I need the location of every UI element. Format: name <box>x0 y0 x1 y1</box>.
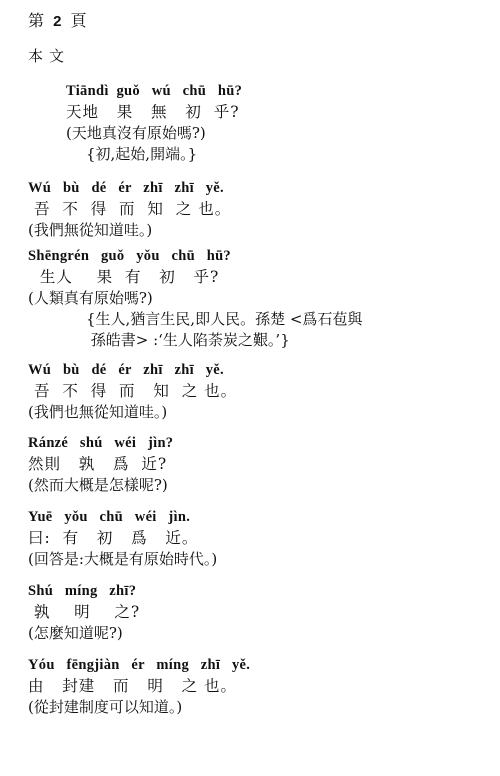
note-line: {初,起始,開端。} <box>86 145 198 163</box>
hanzi-line: 然則 孰 爲 近? <box>28 455 168 473</box>
passage-3 <box>28 246 488 351</box>
note-line: {生人,猶言生民,即人民。孫楚 <爲石苞與 <box>86 310 363 328</box>
page-header-prefix: 第 <box>28 11 47 30</box>
translation-line: (我們無從知道哇。) <box>28 221 153 239</box>
passage-1 <box>66 81 500 165</box>
pinyin-line: Shú míng zhī? <box>28 583 137 599</box>
hanzi-line: 由 封建 而 明 之 也。 <box>28 677 238 695</box>
passage-4 <box>28 360 488 423</box>
hanzi-line: 孰 明 之? <box>28 603 141 621</box>
section-label: 本文 <box>28 47 71 65</box>
passage-8 <box>28 655 488 718</box>
translation-line: (我們也無從知道哇。) <box>28 403 168 421</box>
translation-line: (回答是:大概是有原始時代。) <box>28 550 218 568</box>
passage-7 <box>28 581 488 644</box>
page-header <box>28 8 89 31</box>
hanzi-line: 曰: 有 初 爲 近。 <box>28 529 199 547</box>
pinyin-line: Yuē yǒu chū wéi jìn. <box>28 509 191 525</box>
page-number: 2 <box>53 13 64 30</box>
hanzi-line: 吾 不 得 而 知 之 也。 <box>34 382 238 400</box>
passage-2 <box>28 178 488 241</box>
pinyin-line: Wú bù dé ér zhī zhī yě. <box>28 362 224 378</box>
translation-line: (人類真有原始嗎?) <box>28 289 153 307</box>
translation-line: (天地真沒有原始嗎?) <box>66 124 206 142</box>
note-line: 孫皓書> :‘生人陷荼炭之艱。’} <box>86 331 290 349</box>
hanzi-line: 天地 果 無 初 乎? <box>66 103 240 121</box>
hanzi-line: 吾 不 得 而 知 之 也。 <box>34 200 232 218</box>
translation-line: (怎麼知道呢?) <box>28 624 123 642</box>
passage-5 <box>28 433 488 496</box>
translation-line: (然而大概是怎樣呢?) <box>28 476 168 494</box>
pinyin-line: Shēngrén guǒ yǒu chū hū? <box>28 248 231 264</box>
page-header-suffix: 頁 <box>70 11 89 30</box>
translation-line: (從封建制度可以知道。) <box>28 698 183 716</box>
pinyin-line: Tiāndì guǒ wú chū hū? <box>66 83 243 99</box>
pinyin-line: Ránzé shú wéi jìn? <box>28 435 174 451</box>
pinyin-line: Wú bù dé ér zhī zhī yě. <box>28 180 224 196</box>
passage-6 <box>28 507 488 570</box>
pinyin-line: Yóu fēngjiàn ér míng zhī yě. <box>28 657 251 673</box>
hanzi-line: 生人 果 有 初 乎? <box>34 268 220 286</box>
